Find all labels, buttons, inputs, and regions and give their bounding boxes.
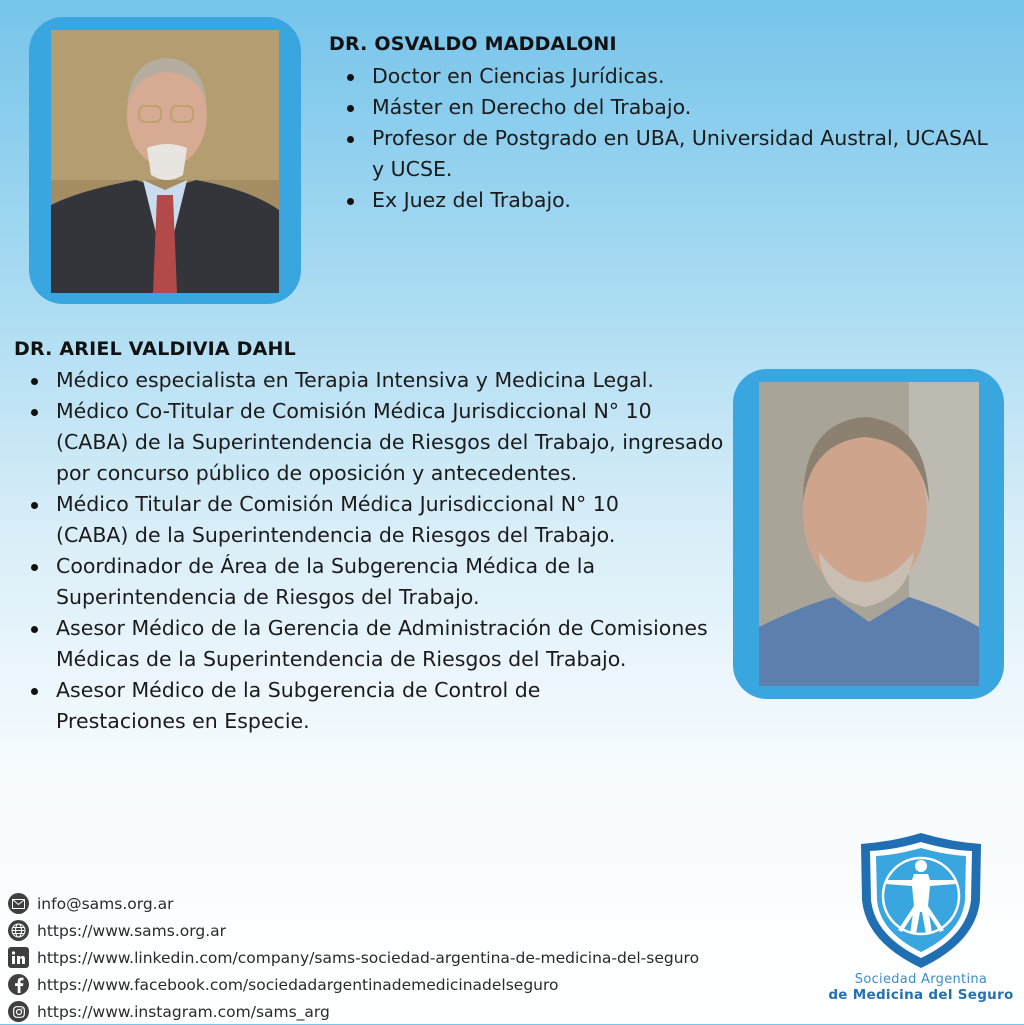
contact-facebook-text[interactable]: https://www.facebook.com/sociedadargentinademedicinadelseguro bbox=[37, 975, 559, 994]
contact-website-text[interactable]: https://www.sams.org.ar bbox=[37, 921, 226, 940]
bullet-icon bbox=[347, 74, 354, 81]
speaker-1-photo bbox=[51, 30, 279, 293]
bullet-text: Médico Titular de Comisión Médica Jurisdiccional N° 10 (CABA) de la Superintendencia de Riesgos del Trabajo. bbox=[56, 492, 619, 547]
bullet-text: Doctor en Ciencias Jurídicas. bbox=[372, 64, 665, 88]
bullet-text: Asesor Médico de la Gerencia de Administración de Comisiones Médicas de la Superintendencia de Riesgos del Trabajo. bbox=[56, 616, 708, 671]
contact-instagram[interactable] bbox=[8, 998, 699, 1025]
contact-website[interactable] bbox=[8, 917, 699, 944]
contact-email[interactable] bbox=[8, 890, 699, 917]
list-item bbox=[56, 365, 736, 396]
list-item bbox=[56, 613, 731, 675]
speaker-1-name: DR. OSVALDO MADDALONI bbox=[329, 33, 617, 55]
logo-line-2: de Medicina del Seguro bbox=[828, 987, 1014, 1003]
speaker-2-bullet-list bbox=[56, 365, 736, 737]
logo-line-1: Sociedad Argentina bbox=[854, 972, 988, 987]
vitruvian-shield-icon bbox=[856, 830, 986, 970]
bullet-icon bbox=[347, 198, 354, 205]
list-item bbox=[372, 92, 1012, 123]
globe-icon bbox=[8, 920, 29, 941]
list-item bbox=[56, 489, 696, 551]
bullet-icon bbox=[31, 688, 38, 695]
bullet-text: Coordinador de Área de la Subgerencia Médica de la Superintendencia de Riesgos del Trabajo. bbox=[56, 554, 596, 609]
list-item bbox=[56, 551, 656, 613]
speaker-2-photo-frame bbox=[733, 369, 1004, 699]
bullet-text: Máster en Derecho del Trabajo. bbox=[372, 95, 692, 119]
speaker-2-name: DR. ARIEL VALDIVIA DAHL bbox=[14, 338, 296, 360]
contact-email-text[interactable]: info@sams.org.ar bbox=[37, 894, 174, 913]
linkedin-icon bbox=[8, 947, 29, 968]
list-item bbox=[56, 675, 616, 737]
bullet-text: Profesor de Postgrado en UBA, Universidad Austral, UCASAL y UCSE. bbox=[372, 126, 988, 181]
bullet-icon bbox=[31, 502, 38, 509]
instagram-icon bbox=[8, 1001, 29, 1022]
speaker-1-photo-frame bbox=[29, 17, 301, 304]
sams-logo bbox=[826, 830, 1016, 1020]
bullet-icon bbox=[347, 105, 354, 112]
speaker-2-photo bbox=[759, 382, 979, 686]
list-item bbox=[372, 123, 992, 185]
bullet-text: Asesor Médico de la Subgerencia de Control de Prestaciones en Especie. bbox=[56, 678, 541, 733]
list-item bbox=[372, 61, 1012, 92]
bullet-icon bbox=[31, 564, 38, 571]
bullet-icon bbox=[347, 136, 354, 143]
contact-linkedin[interactable] bbox=[8, 944, 699, 971]
bullet-text: Médico Co-Titular de Comisión Médica Jurisdiccional N° 10 (CABA) de la Superintendencia de Riesgos del Trabajo, ingresado por concurso público de oposición y antecedentes. bbox=[56, 399, 724, 485]
bullet-text: Ex Juez del Trabajo. bbox=[372, 188, 571, 212]
contact-list bbox=[8, 890, 699, 1025]
contact-instagram-text[interactable]: https://www.instagram.com/sams_arg bbox=[37, 1002, 330, 1021]
facebook-icon bbox=[8, 974, 29, 995]
speaker-1-bullet-list bbox=[372, 61, 1012, 216]
mail-icon bbox=[8, 893, 29, 914]
list-item bbox=[372, 185, 1012, 216]
bullet-text: Médico especialista en Terapia Intensiva y Medicina Legal. bbox=[56, 368, 654, 392]
contact-linkedin-text[interactable]: https://www.linkedin.com/company/sams-sociedad-argentina-de-medicina-del-seguro bbox=[37, 948, 700, 967]
bullet-icon bbox=[31, 626, 38, 633]
bullet-icon bbox=[31, 409, 38, 416]
list-item bbox=[56, 396, 726, 489]
bullet-icon bbox=[31, 378, 38, 385]
contact-facebook[interactable] bbox=[8, 971, 699, 998]
